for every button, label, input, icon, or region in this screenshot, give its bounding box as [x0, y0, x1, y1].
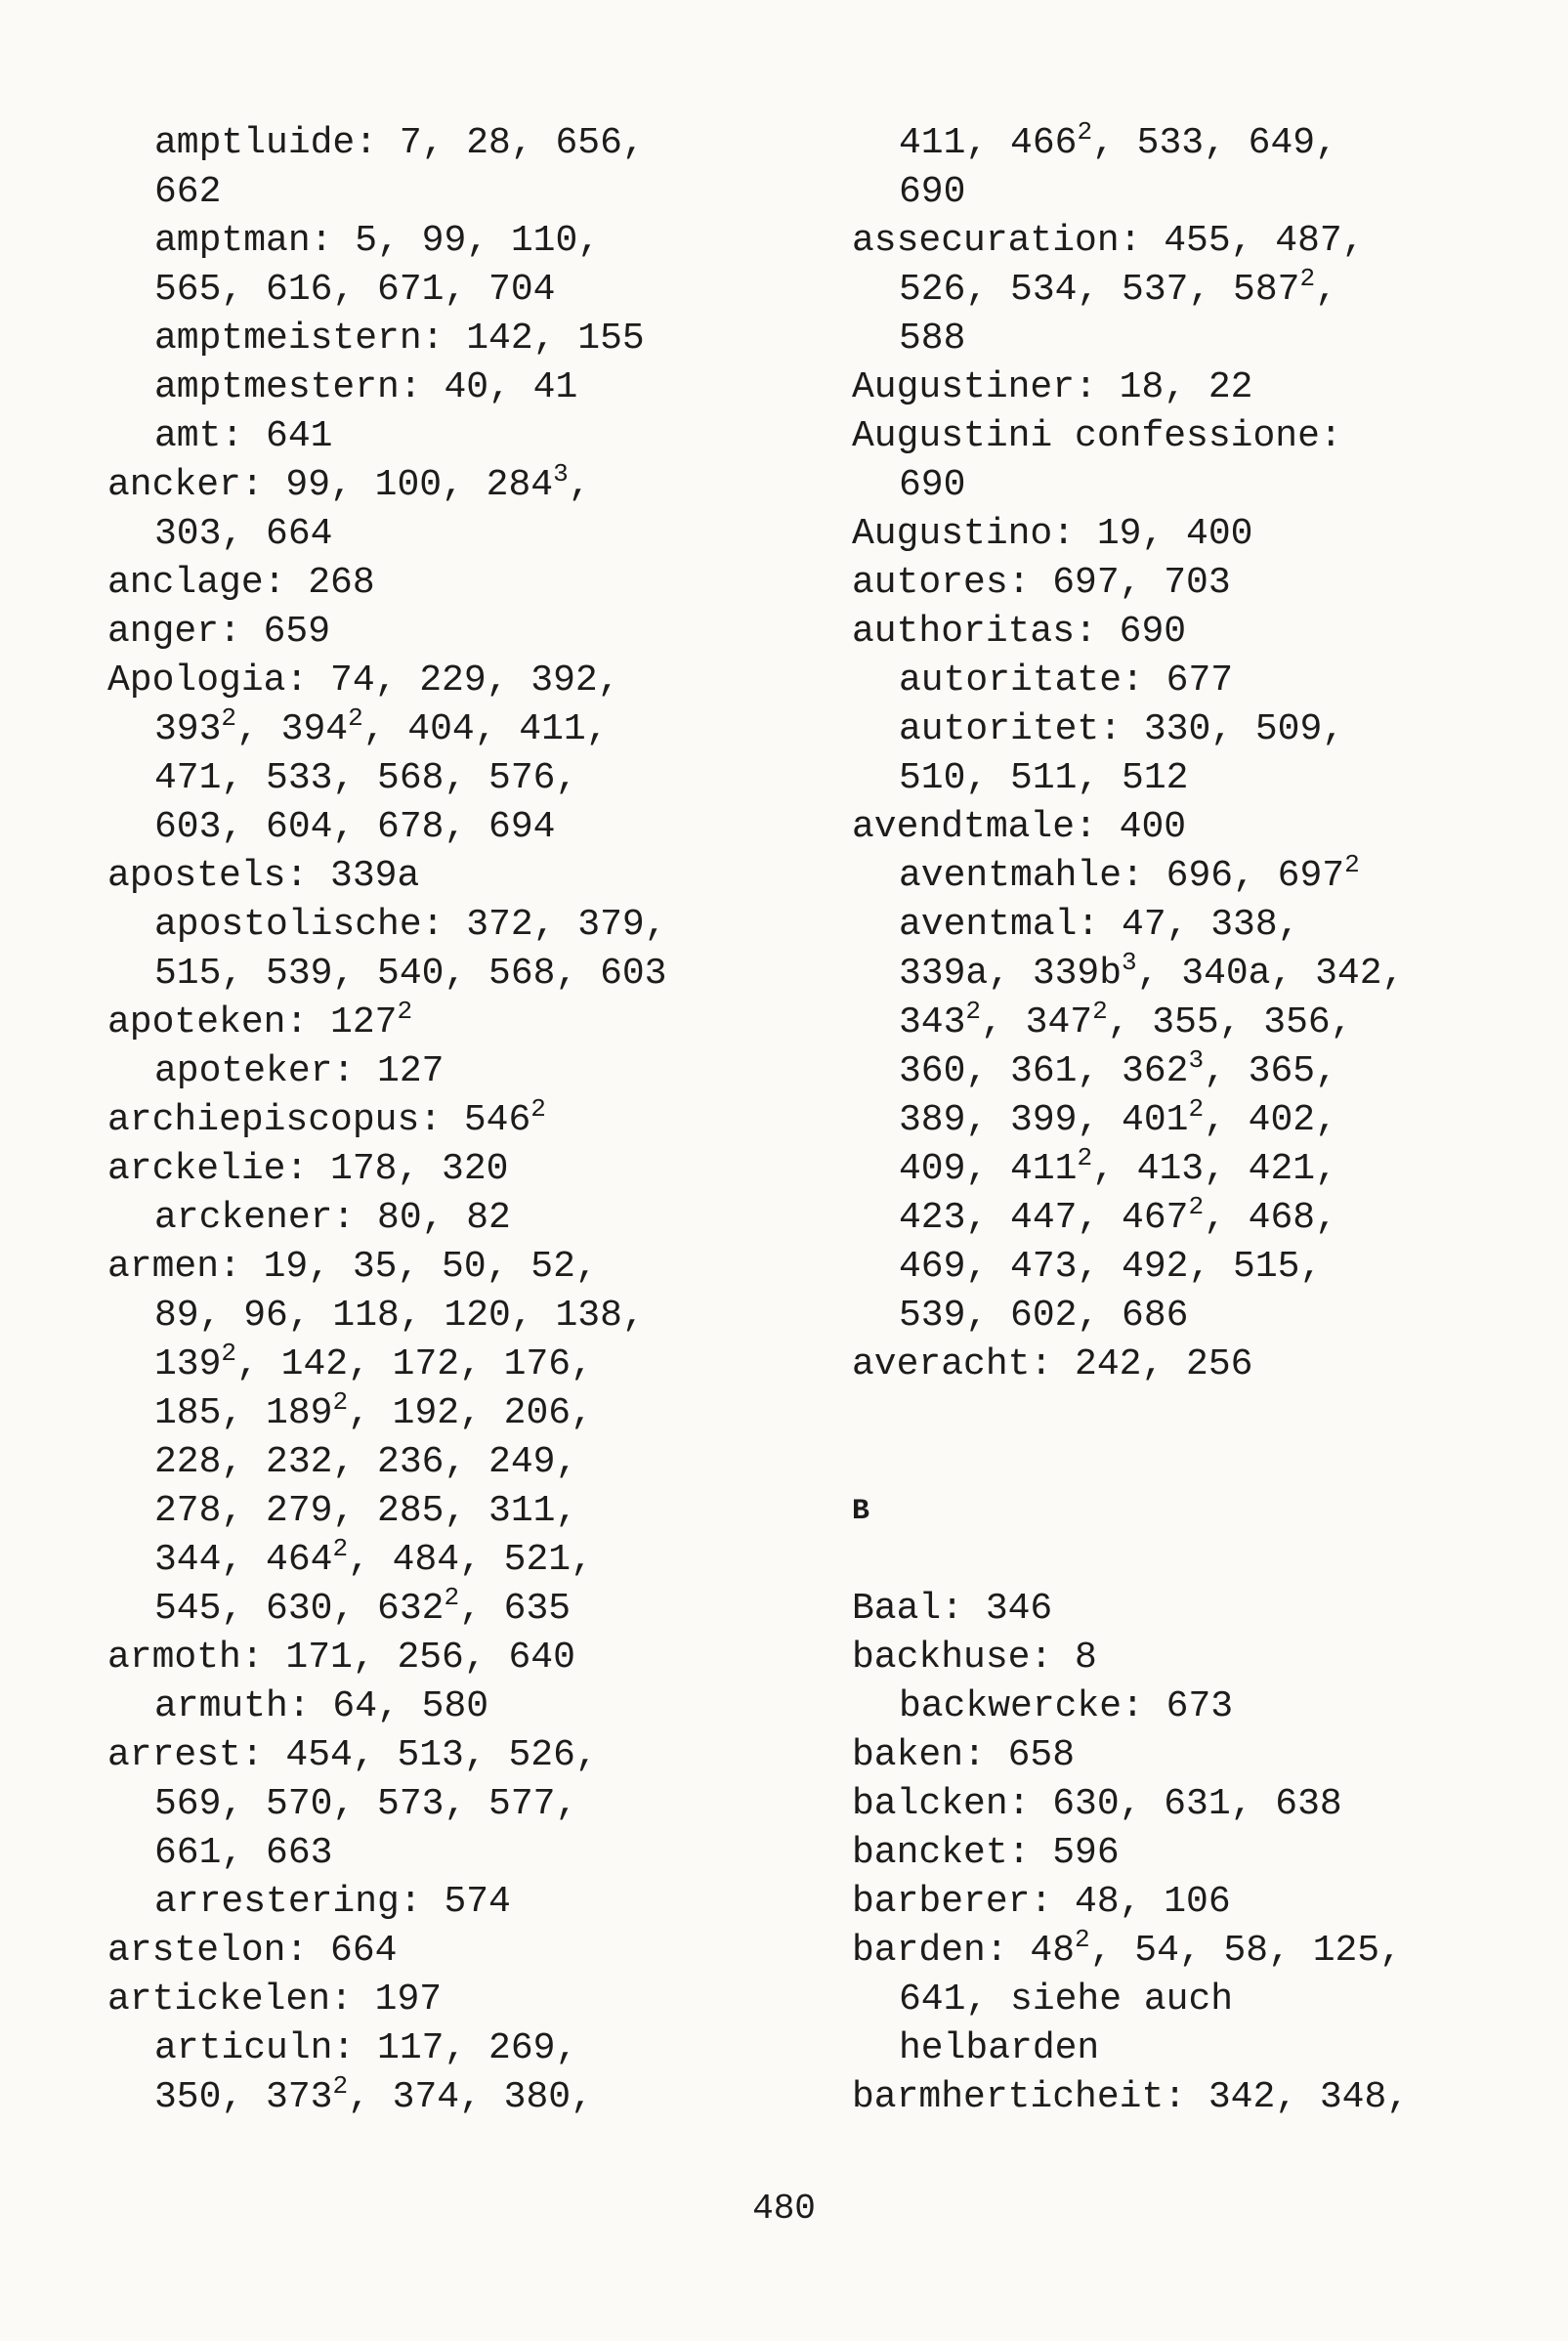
- index-subline: 469, 473, 492, 515,: [899, 1246, 1323, 1288]
- index-subline: 389, 399, $401^2$, 402,: [899, 1094, 1337, 1141]
- index-subline: 228, 232, 236, 249,: [154, 1441, 578, 1483]
- index-subline: apostolische: 372, 379,: [154, 904, 667, 946]
- index-subline: 411, $466^2$, 533, 649,: [899, 117, 1337, 164]
- index-subline: amt: 641: [154, 415, 333, 457]
- index-subline: 303, 664: [154, 513, 333, 555]
- index-entry: apostels: 339a: [107, 855, 420, 897]
- index-entry: barberer: 48, 106: [852, 1881, 1231, 1923]
- index-entry: archiepiscopus: $546^2$: [107, 1094, 546, 1141]
- index-entry: arstelon: 664: [107, 1930, 398, 1972]
- index-entry: avendtmale: 400: [852, 806, 1187, 848]
- index-subline: 539, 602, 686: [899, 1295, 1189, 1337]
- left-column: [107, 119, 811, 2122]
- index-entry: barmherticheit: 342, 348,: [852, 2076, 1410, 2118]
- index-subline: aventmal: 47, 338,: [899, 904, 1300, 946]
- index-subline: amptluide: 7, 28, 656,: [154, 122, 645, 164]
- index-entry: averacht: 242, 256: [852, 1343, 1253, 1385]
- index-entry: arckelie: 178, 320: [107, 1148, 509, 1190]
- index-subline: 360, 361, $362^3$, 365,: [899, 1045, 1337, 1092]
- index-subline: apoteker: 127: [154, 1050, 445, 1092]
- index-subline: helbarden: [899, 2027, 1100, 2069]
- index-subline: 526, 534, 537, $587^2$,: [899, 264, 1337, 311]
- index-entry: Baal: 346: [852, 1588, 1053, 1630]
- index-entry: arrest: 454, 513, 526,: [107, 1734, 598, 1776]
- index-entry: authoritas: 690: [852, 611, 1187, 653]
- index-subline: 565, 616, 671, 704: [154, 269, 556, 311]
- page-number: 480: [752, 2189, 816, 2229]
- index-subline: amptmeistern: 142, 155: [154, 318, 645, 360]
- index-subline: amptman: 5, 99, 110,: [154, 220, 601, 262]
- index-entry: artickelen: 197: [107, 1979, 443, 2021]
- index-subline: 641, siehe auch: [899, 1979, 1234, 2021]
- index-entry: Apologia: 74, 229, 392,: [107, 660, 620, 702]
- index-entry: Augustini confessione:: [852, 415, 1342, 457]
- index-entry: ancker: 99, 100, $284^3$,: [107, 459, 591, 506]
- index-entry: Augustino: 19, 400: [852, 513, 1253, 555]
- index-subline: 423, 447, $467^2$, 468,: [899, 1192, 1337, 1239]
- index-subline: 569, 570, 573, 577,: [154, 1783, 578, 1825]
- index-subline: 588: [899, 318, 966, 360]
- index-subline: autoritate: 677: [899, 660, 1234, 702]
- index-subline: 690: [899, 464, 966, 506]
- index-subline: 662: [154, 171, 222, 213]
- index-subline: $393^2$, $394^2$, 404, 411,: [154, 703, 609, 750]
- index-subline: 344, $464^2$, 484, 521,: [154, 1534, 593, 1581]
- index-entry: bancket: 596: [852, 1832, 1120, 1874]
- index-subline: autoritet: 330, 509,: [899, 708, 1345, 750]
- right-column: [852, 119, 1536, 2122]
- index-subline: 515, 539, 540, 568, 603: [154, 953, 667, 995]
- index-subline: 278, 279, 285, 311,: [154, 1490, 578, 1532]
- index-entry: autores: 697, 703: [852, 562, 1231, 604]
- index-subline: armuth: 64, 580: [154, 1685, 489, 1727]
- spacer: [852, 1438, 1536, 1487]
- index-entry: armen: 19, 35, 50, 52,: [107, 1246, 598, 1288]
- index-subline: 89, 96, 118, 120, 138,: [154, 1295, 645, 1337]
- spacer: [852, 1389, 1536, 1438]
- index-subline: 471, 533, 568, 576,: [154, 757, 578, 799]
- index-entry: anger: 659: [107, 611, 331, 653]
- index-subline: 603, 604, 678, 694: [154, 806, 556, 848]
- index-entry: armoth: 171, 256, 640: [107, 1637, 575, 1679]
- index-subline: 510, 511, 512: [899, 757, 1189, 799]
- index-entry: apoteken: $127^2$: [107, 997, 413, 1043]
- index-subline: 545, 630, $632^2$, 635: [154, 1583, 572, 1630]
- index-subline: 690: [899, 171, 966, 213]
- spacer: [852, 1536, 1536, 1585]
- index-subline: $343^2$, $347^2$, 355, 356,: [899, 997, 1353, 1043]
- index-entry: backhuse: 8: [852, 1637, 1097, 1679]
- index-subline: 661, 663: [154, 1832, 333, 1874]
- index-subline: arrestering: 574: [154, 1881, 511, 1923]
- index-subline: arckener: 80, 82: [154, 1197, 511, 1239]
- index-entry: baken: 658: [852, 1734, 1076, 1776]
- index-entry: assecuration: 455, 487,: [852, 220, 1365, 262]
- index-entry: balcken: 630, 631, 638: [852, 1783, 1342, 1825]
- index-entry: Augustiner: 18, 22: [852, 366, 1253, 408]
- index-entry: barden: $48^2$, 54, 58, 125,: [852, 1925, 1402, 1972]
- index-subline: articuln: 117, 269,: [154, 2027, 578, 2069]
- index-subline: 185, $189^2$, 192, 206,: [154, 1387, 593, 1434]
- index-subline: amptmestern: 40, 41: [154, 366, 578, 408]
- index-subline: 339a, $339b^3$, 340a, 342,: [899, 948, 1405, 995]
- index-subline: aventmahle: 696, $697^2$: [899, 850, 1360, 897]
- section-heading: B: [852, 1495, 870, 1528]
- index-entry: anclage: 268: [107, 562, 375, 604]
- index-subline: 409, $411^2$, 413, 421,: [899, 1143, 1337, 1190]
- index-subline: 350, $373^2$, 374, 380,: [154, 2071, 593, 2118]
- index-subline: backwercke: 673: [899, 1685, 1234, 1727]
- index-subline: $139^2$, 142, 172, 176,: [154, 1339, 593, 1385]
